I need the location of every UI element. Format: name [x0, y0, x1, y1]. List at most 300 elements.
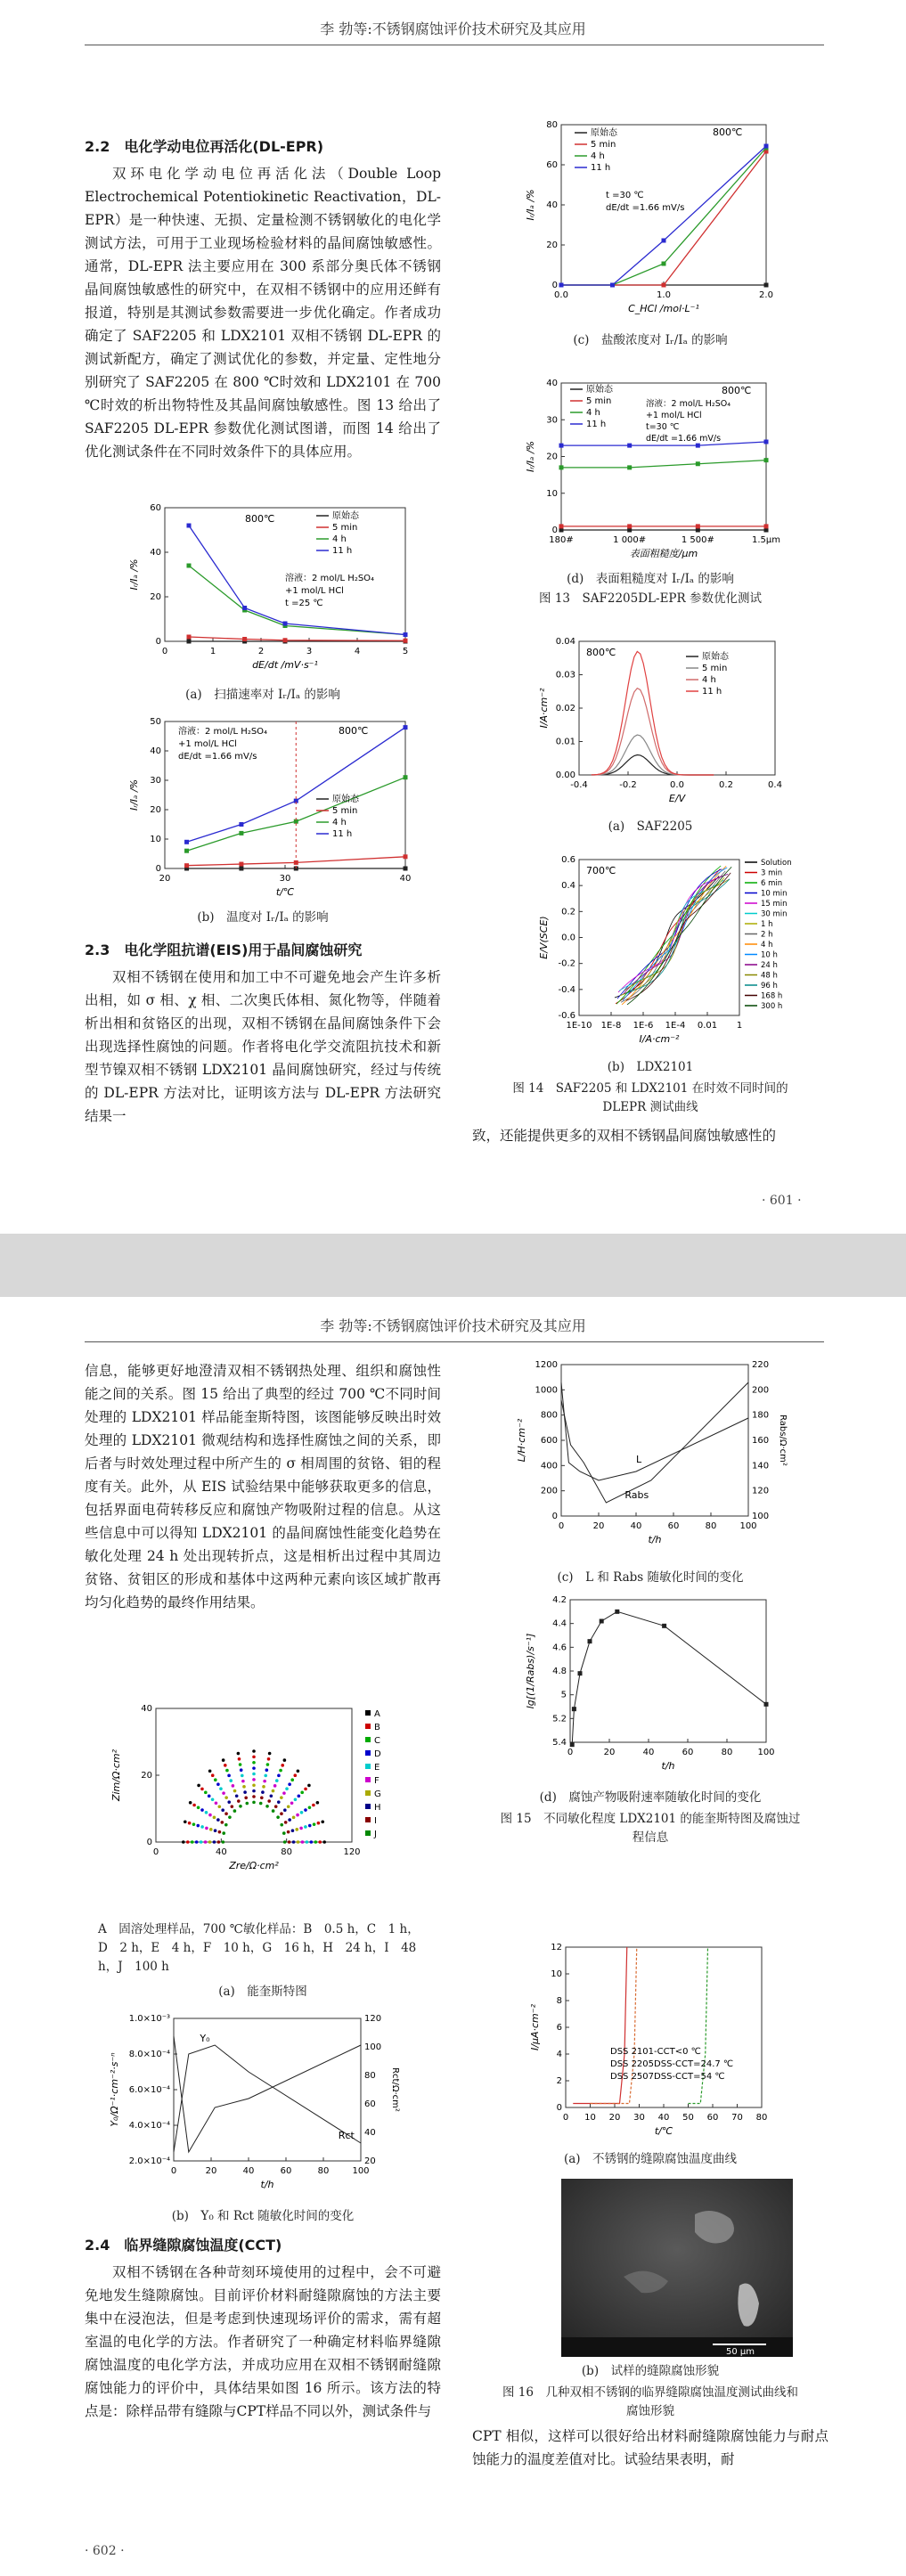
page-602 — [0, 1297, 906, 2576]
data-point — [279, 1769, 282, 1773]
figure-13a — [125, 499, 419, 677]
legend-label: 11 h — [591, 163, 611, 173]
data-point — [225, 1769, 229, 1773]
data-point — [559, 283, 564, 288]
data-point — [204, 1840, 208, 1844]
data-point — [200, 1825, 204, 1829]
figure-13b — [125, 713, 419, 904]
x-tick-label: -0.2 — [619, 780, 637, 790]
y-tick-label: 0.6 — [561, 855, 575, 865]
y-tick-label: 40 — [141, 1704, 152, 1714]
data-point — [570, 1742, 575, 1747]
data-point — [227, 1774, 231, 1778]
data-point — [216, 1818, 220, 1822]
x-tick-label: 60 — [280, 2166, 292, 2176]
data-point — [200, 1808, 204, 1812]
data-point — [274, 1805, 278, 1808]
data-point — [219, 1787, 223, 1790]
data-point — [283, 638, 288, 642]
data-point — [252, 1749, 256, 1753]
legend-label: D — [374, 1749, 381, 1759]
condition-note: t=30 ℃ — [646, 422, 680, 432]
x-tick-label: 80 — [281, 1847, 293, 1857]
figure-15c — [512, 1356, 815, 1561]
condition-note: 溶液：2 mol/L H₂SO₄ — [285, 574, 375, 583]
section-heading: 2.4 临界缝隙腐蚀温度(CCT) — [85, 2237, 282, 2254]
data-point — [252, 1801, 256, 1805]
x-tick-label: 0 — [161, 647, 168, 656]
data-point — [217, 1805, 221, 1808]
legend-label: DSS 2507DSS-CCT=54 ℃ — [610, 2072, 725, 2082]
x-tick-label: 0.4 — [768, 780, 782, 790]
y-tick-label: 0.02 — [555, 704, 575, 713]
y-tick-label: 0.04 — [555, 637, 575, 647]
y-tick-label: 40 — [150, 746, 161, 756]
data-point — [242, 637, 247, 641]
data-point — [572, 1707, 576, 1711]
section-heading: 2.3 电化学阻抗谱(EIS)用于晶间腐蚀研究 — [85, 942, 363, 958]
data-point — [264, 1774, 267, 1778]
paragraph: 双环电化学动电位再活化法（Double Loop Electrochemical Potentiokinetic Reactivation，DL-EPR）是一种快速、无损、定量检测不锈钢敏化的电化学测试方法，可用于工业现场检验材料的晶间腐蚀敏感性。通常，DL-EPR 法主要应用在 300 系部分奥氏体不锈钢晶间腐蚀敏感性的研究中，在双相不锈钢中的应用还鲜有报道，特别是其测试参数需要进一步优化确定。作者成功确定了 SAF2205 和 LDX2101 双相不锈钢 DL-EPR 的测试新配方，确定了测试优化的参数，并定量、定性地分别研究了 SAF2205 在 800 ℃时效和 LDX2101 在 700 ℃时效的析出物特性及其晶间腐蚀敏感性。图 13 给出了 SAF2205 DL-EPR 参数优化测试图谱，而图 14 给出了优化测试条件在不同时效条件下的具体应用。 — [85, 166, 441, 460]
legend-label: 5 min — [332, 806, 358, 816]
data-point — [239, 862, 243, 867]
y-axis-label: Zim/Ω·cm² — [110, 1749, 122, 1802]
caption: (b) LDX2101 — [607, 1060, 694, 1074]
x-tick-label: 40 — [642, 1748, 655, 1757]
data-point — [214, 1829, 217, 1832]
data-point — [265, 1768, 269, 1772]
y-tick-label: 4.8 — [552, 1667, 567, 1676]
legend-label: 2 h — [761, 930, 773, 940]
data-point — [290, 1801, 294, 1805]
series-line — [572, 1611, 766, 1744]
data-point — [227, 1800, 231, 1804]
data-point — [216, 1782, 220, 1786]
data-point — [187, 564, 192, 568]
sem-micrograph — [561, 2179, 793, 2357]
data-point — [559, 444, 564, 448]
data-point — [313, 1822, 316, 1826]
y-axis-label: Y₀/Ω⁻¹·cm⁻²·s⁻ⁿ — [109, 2052, 120, 2127]
data-point — [217, 1840, 221, 1844]
y-axis-label: I/μA·cm⁻² — [529, 2004, 541, 2050]
y2-tick-label: 100 — [364, 2042, 382, 2052]
legend-swatch — [365, 1737, 371, 1742]
series-line — [616, 869, 720, 1004]
x-tick-label: 1.0 — [657, 290, 671, 300]
x-tick-label: 20 — [205, 2166, 217, 2176]
data-point — [218, 1830, 222, 1834]
x-tick-label: 2 — [257, 647, 265, 656]
sem-background — [561, 2179, 793, 2357]
x-tick-label: 70 — [731, 2113, 743, 2123]
x-axis-label: t/h — [661, 1760, 675, 1772]
legend-text: A 固溶处理样品，700 ℃敏化样品：B 0.5 h，C 1 h，D 2 h，E 4 h，F 10 h，G 16 h，H 24 h，I 48 h，J 100 h — [98, 1922, 420, 1974]
x-tick-label: 0 — [562, 2113, 569, 2123]
legend-label: J — [374, 1830, 377, 1839]
caption: (d) 表面粗糙度对 Iᵣ/Iₐ 的影响 — [567, 572, 734, 586]
legend-label: 11 h — [702, 687, 722, 697]
legend-label: 11 h — [332, 546, 353, 556]
data-point — [287, 1805, 290, 1808]
data-point — [300, 1811, 304, 1814]
y-tick-label: 4.4 — [552, 1618, 567, 1629]
legend-label: 6 min — [761, 879, 783, 888]
data-point — [187, 640, 192, 644]
data-point — [233, 1809, 237, 1813]
data-point — [292, 1816, 296, 1820]
legend-swatch — [365, 1764, 371, 1769]
x-tick-label: 0 — [558, 1521, 565, 1531]
legend-label: 11 h — [586, 420, 607, 429]
data-point — [272, 1789, 275, 1793]
x-tick-label: 3 — [306, 647, 313, 656]
data-point — [291, 1829, 295, 1832]
y2-tick-label: 140 — [752, 1461, 770, 1471]
data-point — [297, 1769, 300, 1773]
figure-15d — [521, 1591, 788, 1782]
data-point — [252, 1761, 256, 1765]
condition-note: dE/dt =1.66 mV/s — [646, 434, 722, 444]
y-axis-label: Iᵣ/Iₐ /% — [525, 440, 536, 473]
y-axis-label: lg[(1/Rabs)/s⁻¹] — [525, 1633, 536, 1709]
caption: (c) 盐酸浓度对 Iᵣ/Iₐ 的影响 — [573, 333, 728, 347]
legend-label: 96 h — [761, 982, 778, 990]
data-point — [288, 1840, 291, 1844]
y2-tick-label: 40 — [364, 2128, 376, 2138]
x-tick-label: 80 — [317, 2166, 330, 2176]
data-point — [224, 1823, 228, 1827]
data-point — [282, 1791, 286, 1795]
data-point — [239, 867, 243, 871]
y-tick-label: 5 — [560, 1690, 567, 1700]
x-tick-label: 180# — [549, 535, 574, 545]
data-point — [404, 632, 408, 637]
y-tick-label: -0.4 — [558, 984, 575, 995]
x-tick-label: 40 — [657, 2113, 670, 2123]
data-point — [239, 822, 243, 827]
data-point — [184, 849, 189, 853]
caption: (b) Y₀ 和 Rct 随敏化时间的变化 — [171, 2209, 355, 2223]
x-tick-label: 20 — [592, 1521, 605, 1531]
legend-label: 5 min — [591, 140, 616, 150]
data-point — [283, 1758, 287, 1762]
data-point — [188, 1822, 192, 1825]
x-tick-label: 0.2 — [719, 780, 733, 790]
figure-title: 图 16 几种双相不锈钢的临界缝隙腐蚀温度测试曲线和腐蚀形貌 — [502, 2385, 798, 2418]
data-point — [662, 1624, 666, 1628]
data-point — [222, 1840, 225, 1844]
series-line-Rabs — [561, 1382, 748, 1503]
legend-label: C — [374, 1736, 380, 1746]
y-tick-label: 0 — [551, 1512, 558, 1521]
legend-swatch — [365, 1710, 371, 1716]
data-point — [197, 1806, 200, 1809]
y2-axis-label: Rct/Ω·cm² — [390, 2067, 400, 2112]
legend-swatch — [365, 1724, 371, 1729]
x-tick-label: 10 — [584, 2113, 596, 2123]
data-point — [304, 1825, 307, 1829]
figure-13c — [521, 116, 788, 321]
y-tick-label: 6.0×10⁻⁴ — [128, 2085, 170, 2095]
x-axis-label: C_HCl /mol·L⁻¹ — [628, 303, 699, 314]
data-point — [191, 1840, 194, 1844]
page-number: · 602 · — [85, 2544, 125, 2558]
temperature-label: 800℃ — [586, 647, 616, 658]
legend-label: F — [374, 1776, 380, 1786]
data-point — [404, 854, 408, 859]
y-tick-label: 0.2 — [561, 907, 575, 917]
legend-label: 4 h — [761, 941, 773, 950]
data-point — [224, 1764, 227, 1767]
data-point — [310, 1840, 314, 1844]
legend-label: 原始态 — [702, 652, 729, 662]
data-point — [308, 1806, 312, 1809]
data-point — [764, 283, 769, 288]
data-point — [282, 1831, 286, 1835]
data-point — [285, 1787, 289, 1790]
data-point — [276, 1815, 280, 1819]
data-point — [297, 1840, 300, 1844]
data-point — [221, 1821, 224, 1824]
running-header: 李 勃等:不锈钢腐蚀评价技术研究及其应用 — [320, 20, 586, 37]
data-point — [197, 1784, 200, 1788]
y-tick-label: 1200 — [535, 1360, 558, 1370]
y-tick-label: 0.01 — [555, 737, 575, 747]
legend-label: 30 min — [761, 909, 788, 919]
x-tick-label: 1E-10 — [566, 1021, 592, 1031]
series-line-y0 — [174, 2045, 361, 2152]
y2-tick-label: 60 — [364, 2099, 376, 2109]
data-point — [205, 1811, 208, 1814]
y-tick-label: 5.4 — [552, 1738, 567, 1748]
condition-note: +1 mol/L HCl — [178, 739, 237, 749]
x-tick-label: 1 000# — [613, 535, 647, 545]
data-point — [252, 1773, 256, 1776]
data-point — [265, 1805, 269, 1808]
data-point — [215, 1801, 218, 1805]
data-point — [287, 1830, 290, 1834]
legend-label: 4 h — [332, 534, 347, 544]
legend-label: 10 h — [761, 950, 778, 960]
caption: (a) 能奎斯特图 — [218, 1985, 307, 1999]
series-label: Rabs — [624, 1489, 649, 1501]
data-point — [243, 1790, 247, 1794]
figure-15b — [107, 2009, 419, 2201]
data-point — [281, 1764, 284, 1767]
y-tick-label: 4.0×10⁻⁴ — [128, 2121, 170, 2131]
sem-info-bar — [561, 2337, 793, 2357]
series-label: L — [636, 1454, 642, 1465]
legend-label: 4 h — [591, 151, 605, 161]
legend-label: 3 min — [761, 868, 783, 878]
y-tick-label: 1000 — [535, 1385, 558, 1396]
legend-label: 168 h — [761, 991, 783, 1001]
x-tick-label: 4 — [354, 647, 361, 656]
data-point — [239, 1763, 242, 1766]
series-line — [627, 867, 731, 1005]
y-tick-label: 20 — [150, 805, 161, 815]
y-tick-label: 0.0 — [561, 933, 575, 943]
data-point — [559, 524, 564, 528]
right-column-text — [472, 2425, 828, 2471]
data-point — [275, 1779, 279, 1782]
data-point — [233, 1789, 237, 1793]
x-tick-label: 40 — [242, 2166, 255, 2176]
series-label: Y₀ — [200, 2033, 210, 2044]
legend-label: G — [374, 1789, 381, 1799]
plot-frame — [579, 641, 775, 775]
data-point — [293, 1773, 297, 1777]
data-point — [200, 1788, 204, 1791]
data-point — [298, 1795, 301, 1798]
data-point — [205, 1827, 208, 1830]
data-point — [307, 1784, 311, 1788]
x-tick-label: 50 — [682, 2113, 694, 2123]
page-number: · 601 · — [762, 1194, 802, 1208]
x-tick-label: 1E-4 — [665, 1021, 686, 1031]
y-tick-label: 40 — [150, 548, 161, 558]
data-point — [222, 1831, 225, 1835]
data-point — [228, 1815, 232, 1819]
y-tick-label: 0 — [551, 281, 558, 290]
data-point — [304, 1808, 307, 1812]
condition-note: dE/dt =1.66 mV/s — [178, 752, 257, 762]
data-point — [559, 465, 564, 469]
caption: (b) 试样的缝隙腐蚀形貌 — [581, 2364, 720, 2378]
data-point — [404, 867, 408, 871]
data-point — [627, 444, 632, 448]
paragraph: 双相不锈钢在各种苛刻环境使用的过程中，会不可避免地发生缝隙腐蚀。目前评价材料耐缝隙腐蚀的方法主要集中在浸泡法，但是考虑到快速现场评价的需求，需有超室温的电化学的方法。作者研究了一种确定材料临界缝隙腐蚀温度的电化学方法，并成功应用在双相不锈钢耐缝隙腐蚀能力的评价中，具体结果如图 16 所示。该方法的特点是：除样品带有缝隙与CPT样品不同以外，测试条件与 — [85, 2264, 441, 2419]
caption: (a) SAF2205 — [608, 819, 693, 834]
paragraph: CPT 相似，这样可以很好给出材料耐缝隙腐蚀能力与耐点蚀能力的温度差值对比。试验结果表明，耐 — [472, 2428, 828, 2467]
data-point — [283, 1808, 287, 1812]
left-column-bottom — [85, 935, 441, 1128]
x-axis-label: t/℃ — [654, 2125, 673, 2137]
data-point — [404, 725, 408, 730]
legend-swatch — [365, 1790, 371, 1796]
figure-14b — [535, 851, 793, 1051]
data-point — [273, 1784, 277, 1788]
data-point — [261, 1790, 265, 1794]
y-tick-label: 800 — [540, 1410, 558, 1421]
x-tick-label: 1 500# — [681, 535, 714, 545]
data-point — [184, 840, 189, 844]
series-line-L — [561, 1382, 748, 1480]
y-tick-label: 0 — [556, 2103, 562, 2113]
y-tick-label: 40 — [546, 379, 558, 388]
y-tick-label: 12 — [551, 1943, 562, 1952]
x-axis-label: Zre/Ω·cm² — [229, 1860, 279, 1871]
x-tick-label: 2.0 — [759, 290, 773, 300]
legend-label: 4 h — [702, 675, 716, 685]
page-601 — [0, 0, 906, 1234]
legend-label: 11 h — [332, 829, 353, 839]
data-point — [304, 1788, 307, 1791]
y-tick-label: -0.6 — [558, 1011, 575, 1021]
data-point — [764, 440, 769, 444]
y2-tick-label: 160 — [752, 1436, 770, 1446]
legend-label: A — [374, 1709, 380, 1719]
data-point — [610, 283, 615, 288]
data-point — [252, 1756, 256, 1759]
condition-note: 溶液：2 mol/L H₂SO₄ — [646, 399, 731, 409]
y-tick-label: 8 — [556, 1996, 562, 2006]
x-tick-label: 60 — [667, 1521, 680, 1531]
data-point — [764, 458, 769, 462]
x-tick-label: 20 — [608, 2113, 621, 2123]
data-point — [662, 239, 666, 243]
x-tick-label: 20 — [603, 1748, 616, 1757]
y-tick-label: 4.2 — [552, 1595, 567, 1605]
y2-tick-label: 20 — [364, 2156, 376, 2166]
y2-tick-label: 200 — [752, 1385, 770, 1396]
data-point — [266, 1763, 270, 1766]
data-point — [211, 1773, 215, 1777]
figure-16a — [526, 1938, 793, 2143]
y-tick-label: 2 — [556, 2076, 562, 2086]
x-tick-label: 40 — [399, 874, 412, 884]
legend-label: B — [374, 1723, 380, 1732]
data-point — [252, 1778, 256, 1781]
data-point — [200, 1840, 203, 1844]
data-point — [252, 1795, 256, 1798]
y2-tick-label: 120 — [752, 1486, 770, 1496]
data-point — [229, 1779, 233, 1782]
data-point — [321, 1821, 324, 1824]
legend-label: 5 min — [586, 396, 612, 406]
data-point — [312, 1804, 315, 1807]
legend-label: 原始态 — [332, 795, 359, 804]
section-heading: 2.2 电化学动电位再活化(DL-EPR) — [85, 138, 324, 155]
x-tick-label: 1 — [736, 1021, 743, 1031]
data-point — [232, 1784, 235, 1788]
data-point — [224, 1812, 228, 1815]
data-point — [182, 1840, 185, 1844]
data-point — [615, 1610, 619, 1614]
data-point — [208, 1795, 211, 1798]
condition-note: +1 mol/L HCl — [646, 411, 702, 420]
data-point — [283, 1840, 287, 1844]
legend-swatch — [365, 1817, 371, 1822]
data-point — [662, 283, 666, 288]
y-tick-label: 400 — [540, 1461, 558, 1471]
running-header: 李 勃等:不锈钢腐蚀评价技术研究及其应用 — [320, 1317, 586, 1334]
plot-frame — [561, 1365, 748, 1516]
y-tick-label: 4.6 — [552, 1643, 567, 1653]
data-point — [241, 1774, 244, 1778]
data-point — [290, 1778, 294, 1781]
x-axis-label: 表面粗糙度/μm — [629, 548, 698, 559]
data-point — [404, 639, 408, 643]
y-tick-label: 0 — [155, 637, 161, 647]
y-tick-label: 8.0×10⁻⁴ — [128, 2050, 170, 2059]
y-tick-label: 30 — [150, 776, 161, 786]
data-point — [292, 1840, 296, 1844]
x-tick-label: 1 — [209, 647, 216, 656]
y-tick-label: 200 — [540, 1486, 558, 1496]
temperature-label: 800℃ — [713, 126, 743, 138]
data-point — [277, 1774, 281, 1778]
data-point — [208, 1840, 212, 1844]
data-point — [696, 444, 700, 448]
data-point — [244, 1796, 248, 1799]
legend-label: DSS 2205DSS-CCT=24.7 ℃ — [610, 2059, 734, 2069]
data-point — [241, 1780, 245, 1783]
y-tick-label: 2.0×10⁻⁴ — [128, 2156, 170, 2166]
y2-tick-label: 100 — [752, 1512, 770, 1521]
data-point — [322, 1840, 326, 1844]
